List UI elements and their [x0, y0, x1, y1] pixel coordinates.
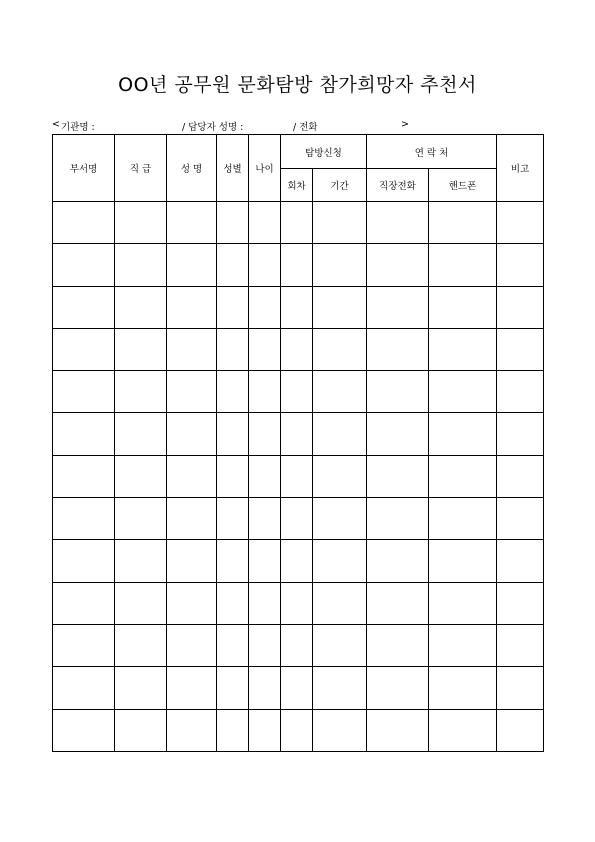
cell-remarks[interactable]: [497, 582, 544, 624]
cell-name[interactable]: [167, 244, 217, 286]
cell-round[interactable]: [281, 498, 313, 540]
cell-position[interactable]: [115, 244, 167, 286]
cell-round[interactable]: [281, 624, 313, 666]
cell-remarks[interactable]: [497, 413, 544, 455]
cell-remarks[interactable]: [497, 540, 544, 582]
cell-age[interactable]: [249, 244, 281, 286]
cell-period[interactable]: [313, 540, 367, 582]
header-age: 나이: [249, 135, 281, 202]
cell-round[interactable]: [281, 202, 313, 244]
cell-period[interactable]: [313, 286, 367, 328]
cell-office-phone[interactable]: [367, 371, 429, 413]
cell-round[interactable]: [281, 540, 313, 582]
cell-office-phone[interactable]: [367, 582, 429, 624]
cell-office-phone[interactable]: [367, 667, 429, 709]
table-row: [53, 328, 544, 370]
cell-office-phone[interactable]: [367, 286, 429, 328]
cell-office-phone[interactable]: [367, 328, 429, 370]
cell-round[interactable]: [281, 328, 313, 370]
cell-age[interactable]: [249, 624, 281, 666]
cell-period[interactable]: [313, 709, 367, 751]
cell-name[interactable]: [167, 709, 217, 751]
cell-gender[interactable]: [217, 244, 249, 286]
cell-period[interactable]: [313, 624, 367, 666]
cell-age[interactable]: [249, 498, 281, 540]
cell-mobile[interactable]: [429, 624, 497, 666]
cell-gender[interactable]: [217, 328, 249, 370]
cell-round[interactable]: [281, 709, 313, 751]
person-in-charge-label: / 담당자 성명 :: [182, 122, 244, 133]
cell-mobile[interactable]: [429, 202, 497, 244]
cell-period[interactable]: [313, 371, 367, 413]
cell-gender[interactable]: [217, 667, 249, 709]
cell-position[interactable]: [115, 202, 167, 244]
cell-department[interactable]: [53, 667, 115, 709]
cell-department[interactable]: [53, 371, 115, 413]
cell-office-phone[interactable]: [367, 624, 429, 666]
cell-office-phone[interactable]: [367, 455, 429, 497]
cell-name[interactable]: [167, 624, 217, 666]
info-close-bracket: >: [401, 119, 409, 130]
cell-name[interactable]: [167, 328, 217, 370]
cell-age[interactable]: [249, 371, 281, 413]
cell-gender[interactable]: [217, 709, 249, 751]
cell-mobile[interactable]: [429, 286, 497, 328]
cell-mobile[interactable]: [429, 413, 497, 455]
cell-name[interactable]: [167, 371, 217, 413]
cell-age[interactable]: [249, 413, 281, 455]
cell-remarks[interactable]: [497, 371, 544, 413]
table-body: [53, 202, 544, 752]
cell-department[interactable]: [53, 582, 115, 624]
cell-period[interactable]: [313, 667, 367, 709]
cell-gender[interactable]: [217, 540, 249, 582]
cell-age[interactable]: [249, 582, 281, 624]
table-row: [53, 244, 544, 286]
cell-age[interactable]: [249, 286, 281, 328]
cell-mobile[interactable]: [429, 540, 497, 582]
cell-gender[interactable]: [217, 286, 249, 328]
cell-position[interactable]: [115, 709, 167, 751]
agency-label: 기관명 :: [61, 122, 95, 133]
cell-department[interactable]: [53, 455, 115, 497]
subheader-mobile: 핸드폰: [429, 169, 497, 202]
info-open-bracket: <: [52, 119, 60, 130]
cell-name[interactable]: [167, 455, 217, 497]
cell-position[interactable]: [115, 455, 167, 497]
cell-gender[interactable]: [217, 371, 249, 413]
cell-name[interactable]: [167, 667, 217, 709]
table-row: [53, 667, 544, 709]
cell-remarks[interactable]: [497, 286, 544, 328]
table-header-row: [53, 135, 544, 169]
cell-position[interactable]: [115, 328, 167, 370]
cell-period[interactable]: [313, 413, 367, 455]
table-row: [53, 455, 544, 497]
page-title: OO년 공무원 문화탐방 참가희망자 추천서: [118, 74, 477, 96]
subheader-period: 기간: [313, 169, 367, 202]
cell-age[interactable]: [249, 667, 281, 709]
table-row: [53, 582, 544, 624]
table-row: [53, 540, 544, 582]
cell-round[interactable]: [281, 286, 313, 328]
cell-round[interactable]: [281, 667, 313, 709]
cell-age[interactable]: [249, 202, 281, 244]
cell-remarks[interactable]: [497, 244, 544, 286]
cell-name[interactable]: [167, 202, 217, 244]
header-remarks: 비고: [497, 135, 544, 202]
cell-department[interactable]: [53, 498, 115, 540]
cell-period[interactable]: [313, 498, 367, 540]
cell-remarks[interactable]: [497, 498, 544, 540]
header-gender: 성별: [217, 135, 249, 202]
cell-mobile[interactable]: [429, 582, 497, 624]
table-row: [53, 709, 544, 751]
cell-position[interactable]: [115, 624, 167, 666]
table-row: [53, 202, 544, 244]
cell-round[interactable]: [281, 244, 313, 286]
cell-gender[interactable]: [217, 202, 249, 244]
cell-period[interactable]: [313, 582, 367, 624]
cell-gender[interactable]: [217, 624, 249, 666]
cell-position[interactable]: [115, 371, 167, 413]
cell-mobile[interactable]: [429, 498, 497, 540]
cell-gender[interactable]: [217, 582, 249, 624]
cell-office-phone[interactable]: [367, 540, 429, 582]
table-row: [53, 371, 544, 413]
subheader-office-phone: 직장전화: [367, 169, 429, 202]
header-name: 성 명: [167, 135, 217, 202]
cell-round[interactable]: [281, 371, 313, 413]
cell-department[interactable]: [53, 709, 115, 751]
cell-period[interactable]: [313, 328, 367, 370]
cell-department[interactable]: [53, 540, 115, 582]
table-row: [53, 413, 544, 455]
cell-position[interactable]: [115, 286, 167, 328]
cell-office-phone[interactable]: [367, 244, 429, 286]
cell-mobile[interactable]: [429, 244, 497, 286]
cell-name[interactable]: [167, 286, 217, 328]
cell-position[interactable]: [115, 498, 167, 540]
cell-period[interactable]: [313, 202, 367, 244]
cell-mobile[interactable]: [429, 667, 497, 709]
cell-mobile[interactable]: [429, 709, 497, 751]
cell-period[interactable]: [313, 244, 367, 286]
cell-department[interactable]: [53, 328, 115, 370]
cell-gender[interactable]: [217, 498, 249, 540]
cell-remarks[interactable]: [497, 328, 544, 370]
cell-name[interactable]: [167, 582, 217, 624]
cell-name[interactable]: [167, 413, 217, 455]
table-row: [53, 498, 544, 540]
cell-office-phone[interactable]: [367, 498, 429, 540]
cell-remarks[interactable]: [497, 455, 544, 497]
cell-name[interactable]: [167, 540, 217, 582]
cell-position[interactable]: [115, 540, 167, 582]
cell-department[interactable]: [53, 413, 115, 455]
recommendation-table: [52, 134, 544, 752]
table-row: [53, 286, 544, 328]
cell-position[interactable]: [115, 582, 167, 624]
cell-age[interactable]: [249, 455, 281, 497]
cell-office-phone[interactable]: [367, 202, 429, 244]
cell-mobile[interactable]: [429, 371, 497, 413]
header-contact: 연 락 처: [367, 135, 497, 169]
header-department: 부서명: [53, 135, 115, 202]
cell-gender[interactable]: [217, 455, 249, 497]
cell-department[interactable]: [53, 202, 115, 244]
cell-department[interactable]: [53, 244, 115, 286]
cell-mobile[interactable]: [429, 455, 497, 497]
cell-office-phone[interactable]: [367, 413, 429, 455]
agency-info-line: [52, 119, 552, 133]
cell-period[interactable]: [313, 455, 367, 497]
cell-round[interactable]: [281, 582, 313, 624]
cell-age[interactable]: [249, 709, 281, 751]
cell-mobile[interactable]: [429, 328, 497, 370]
phone-label: / 전화: [293, 122, 318, 133]
cell-remarks[interactable]: [497, 667, 544, 709]
cell-department[interactable]: [53, 286, 115, 328]
cell-name[interactable]: [167, 498, 217, 540]
table-row: [53, 624, 544, 666]
subheader-round: 회차: [281, 169, 313, 202]
header-position: 직 급: [115, 135, 167, 202]
header-tour-application: 탐방신청: [281, 135, 367, 169]
cell-department[interactable]: [53, 624, 115, 666]
cell-position[interactable]: [115, 667, 167, 709]
cell-position[interactable]: [115, 413, 167, 455]
cell-remarks[interactable]: [497, 709, 544, 751]
cell-age[interactable]: [249, 540, 281, 582]
cell-round[interactable]: [281, 413, 313, 455]
cell-age[interactable]: [249, 328, 281, 370]
cell-round[interactable]: [281, 455, 313, 497]
cell-gender[interactable]: [217, 413, 249, 455]
cell-office-phone[interactable]: [367, 709, 429, 751]
cell-remarks[interactable]: [497, 624, 544, 666]
cell-remarks[interactable]: [497, 202, 544, 244]
